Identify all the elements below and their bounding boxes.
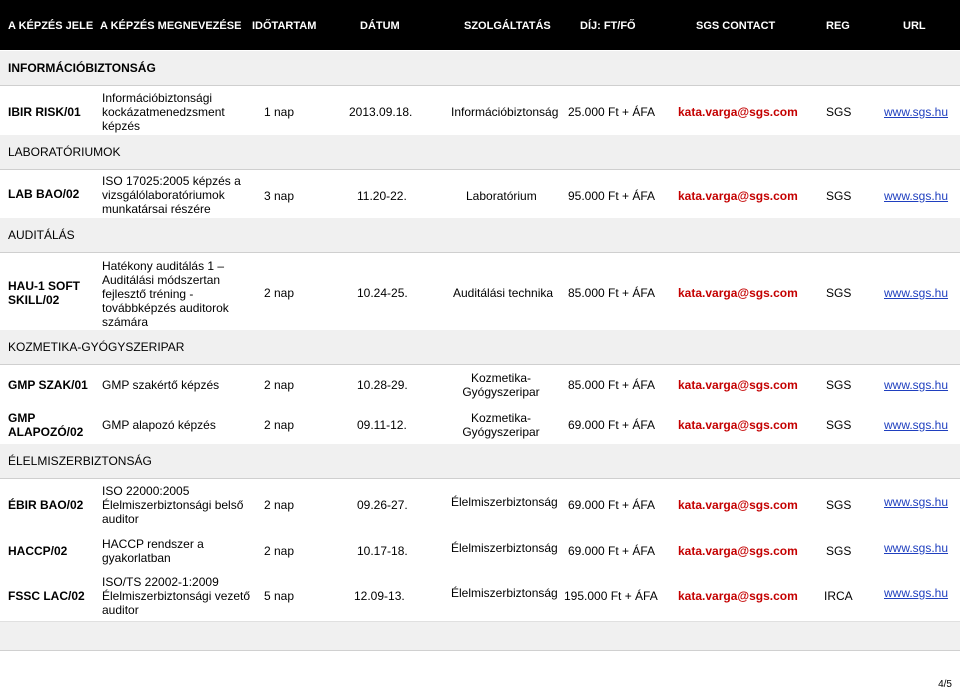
service: Kozmetika- Gyógyszeripar [462,371,540,399]
table-row [0,531,960,572]
service: Információbiztonság [451,105,559,119]
table-row [0,170,960,219]
course-code: HAU-1 SOFT SKILL/02 [8,279,80,307]
service: Élelmiszerbiztonság [451,586,558,600]
course-code: HACCP/02 [8,544,68,558]
date: 11.20-22. [357,189,407,203]
duration: 2 nap [264,498,295,512]
reg: IRCA [824,589,853,603]
table-header [0,0,960,50]
table-row [0,86,960,139]
reg: SGS [826,189,852,203]
url-link[interactable]: www.sgs.hu [884,541,949,555]
service: Auditálási technika [453,286,554,300]
reg: SGS [826,498,852,512]
duration: 1 nap [264,105,295,119]
contact-email[interactable]: kata.varga@sgs.com [678,418,798,432]
duration: 2 nap [264,378,295,392]
table-row [0,405,960,446]
url-link[interactable]: www.sgs.hu [884,418,949,432]
date: 12.09-13. [354,589,405,603]
url-link[interactable]: www.sgs.hu [884,378,949,392]
section-elelmiszerbiztonsag: ÉLELMISZERBIZTONSÁG [0,444,960,479]
contact-email[interactable]: kata.varga@sgs.com [678,286,798,300]
course-code: FSSC LAC/02 [8,589,85,603]
fee: 195.000 Ft + ÁFA [564,589,658,603]
course-name: ISO 17025:2005 képzés a vizsgálólaboratóriumok munkatársai részére [102,174,241,216]
date: 09.11-12. [357,418,407,432]
url-link[interactable]: www.sgs.hu [884,286,949,300]
service: Élelmiszerbiztonság [451,495,558,509]
section-laboratoriumok: LABORATÓRIUMOK [0,135,960,170]
date: 10.17-18. [357,544,408,558]
duration: 5 nap [264,589,295,603]
duration: 2 nap [264,544,295,558]
contact-email[interactable]: kata.varga@sgs.com [678,544,798,558]
duration: 2 nap [264,418,295,432]
table-row [0,253,960,334]
course-name: Hatékony auditálás 1 – Auditálási módszertan fejlesztő tréning - továbbképzés auditorok számára [102,259,229,329]
course-code: ÉBIR BAO/02 [8,498,84,512]
course-code: GMP ALAPOZÓ/02 [8,411,84,439]
header-name: A KÉPZÉS MEGNEVEZÉSE [100,20,242,32]
contact-email[interactable]: kata.varga@sgs.com [678,105,798,119]
duration: 3 nap [264,189,295,203]
reg: SGS [826,105,852,119]
table-footer [0,622,960,651]
course-code: IBIR RISK/01 [8,105,81,119]
reg: SGS [826,544,852,558]
header-fee: DÍJ: FT/FŐ [580,20,636,32]
header-service: SZOLGÁLTATÁS [464,20,551,32]
contact-email[interactable]: kata.varga@sgs.com [678,498,798,512]
date: 2013.09.18. [349,105,413,119]
reg: SGS [826,378,852,392]
date: 10.24-25. [357,286,408,300]
contact-email[interactable]: kata.varga@sgs.com [678,189,798,203]
header-code: A KÉPZÉS JELE [8,20,94,32]
header-url: URL [903,20,926,32]
header-contact: SGS CONTACT [696,20,776,32]
course-name: ISO 22000:2005 Élelmiszerbiztonsági belső auditor [102,484,244,526]
fee: 95.000 Ft + ÁFA [568,189,656,203]
table-row [0,365,960,406]
reg: SGS [826,418,852,432]
table-row [0,571,960,622]
course-name: Információbiztonsági kockázatmenedzsment képzés [102,91,225,133]
reg: SGS [826,286,852,300]
fee: 69.000 Ft + ÁFA [568,544,656,558]
fee: 85.000 Ft + ÁFA [568,286,656,300]
url-link[interactable]: www.sgs.hu [884,586,949,600]
date: 10.28-29. [357,378,408,392]
url-link[interactable]: www.sgs.hu [884,495,949,509]
contact-email[interactable]: kata.varga@sgs.com [678,589,798,603]
course-name: ISO/TS 22002-1:2009 Élelmiszerbiztonsági vezető auditor [102,575,251,617]
header-duration: IDŐTARTAM [252,20,317,32]
fee: 69.000 Ft + ÁFA [568,418,656,432]
fee: 25.000 Ft + ÁFA [568,105,656,119]
url-link[interactable]: www.sgs.hu [884,189,949,203]
page-number: 4/5 [938,679,952,690]
course-code: LAB BAO/02 [8,187,80,201]
table-row [0,479,960,532]
section-informaciobiztonsag: INFORMÁCIÓBIZTONSÁG [0,51,960,86]
duration: 2 nap [264,286,295,300]
header-date: DÁTUM [360,20,400,32]
service: Kozmetika- Gyógyszeripar [462,411,540,439]
section-auditalas: AUDITÁLÁS [0,218,960,253]
url-link[interactable]: www.sgs.hu [884,105,949,119]
service: Élelmiszerbiztonság [451,541,558,555]
course-name: HACCP rendszer a gyakorlatban [102,537,204,565]
service: Laboratórium [466,189,537,203]
contact-email[interactable]: kata.varga@sgs.com [678,378,798,392]
section-kozmetika-gyogyszeripar: KOZMETIKA-GYÓGYSZERIPAR [0,330,960,365]
date: 09.26-27. [357,498,408,512]
course-code: GMP SZAK/01 [8,378,88,392]
fee: 69.000 Ft + ÁFA [568,498,656,512]
header-reg: REG [826,20,850,32]
fee: 85.000 Ft + ÁFA [568,378,656,392]
course-name: GMP alapozó képzés [102,418,216,432]
course-name: GMP szakértő képzés [102,378,220,392]
